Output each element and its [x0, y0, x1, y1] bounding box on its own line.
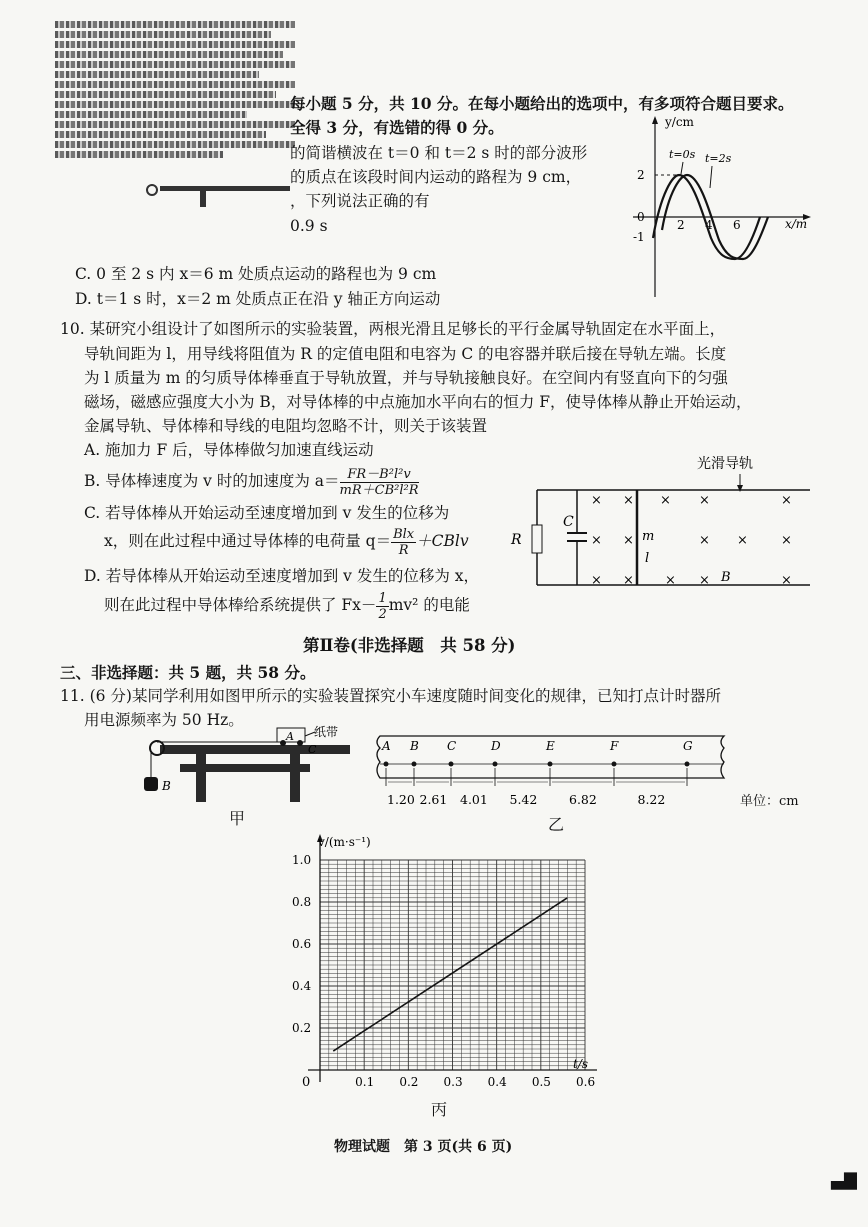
svg-text:×: × [623, 573, 634, 588]
vt-xlabel: t/s [573, 1057, 589, 1071]
tape-dot [612, 762, 617, 767]
vt-origin: 0 [302, 1075, 311, 1090]
tape-unit: 单位：cm [740, 794, 799, 809]
rod-length-label: l [645, 551, 650, 566]
tape-distance: 6.82 [569, 792, 597, 807]
vt-xtick: 0.4 [487, 1075, 507, 1089]
vt-xtick: 0.6 [576, 1075, 596, 1089]
wave-ytick-neg1: -1 [633, 230, 645, 244]
rod-mass-label: m [642, 529, 655, 544]
svg-text:×: × [665, 573, 676, 588]
tape-point-label: C [447, 739, 457, 753]
figure-bing-vt-graph [290, 830, 600, 1100]
tape-point-label: F [610, 739, 619, 753]
q10-option-d-2: 则在此过程中导体棒给系统提供了 Fx－ $\frac{1}{2}$ mv² 的电能 [104, 590, 470, 622]
vt-ytick: 0.4 [292, 979, 312, 993]
tape-dot [685, 762, 690, 767]
q9-stem-3: ，下列说法正确的有 [290, 192, 430, 210]
wave-t2-label: t=2s [705, 152, 732, 165]
weight-label: B [162, 779, 171, 793]
svg-text:×: × [591, 573, 602, 588]
cart-label: A [286, 730, 294, 743]
wave-xtick-6: 6 [733, 218, 741, 232]
figure-yi-tape [368, 732, 738, 812]
q11-stem-2: 用电源频率为 50 Hz。 [84, 711, 244, 729]
wave-ylabel: y/cm [665, 115, 694, 129]
svg-text:×: × [591, 533, 602, 548]
tape-dot [493, 762, 498, 767]
svg-text:×: × [699, 493, 710, 508]
tape-label: 纸带 [314, 725, 339, 739]
q10-stem-2: 导轨间距为 l，用导线将阻值为 R 的定值电阻和电容为 C 的电容器并联后接在导轨左端。长度 [84, 345, 727, 363]
svg-text:×: × [737, 533, 748, 548]
wave-ytick-0: 0 [637, 210, 645, 224]
rail-circuit-diagram [505, 450, 825, 595]
q10-option-c-1: C. 若导体棒从开始运动至速度增加到 v 发生的位移为 [84, 504, 450, 522]
q10-option-d-1: D. 若导体棒从开始运动至速度增加到 v 发生的位移为 x， [84, 567, 480, 585]
q9-option-d: D. t＝1 s 时，x＝2 m 处质点正在沿 y 轴正方向运动 [75, 290, 441, 308]
field-crosses [591, 493, 792, 588]
figure-jia-caption: 甲 [229, 809, 246, 828]
svg-text:×: × [660, 493, 671, 508]
q10-option-b: B. 导体棒速度为 v 时的加速度为 a＝ $\frac{\text{FR－B²l²v}}{\text{mR＋CB²l²R}}$ [84, 466, 419, 498]
vt-ytick: 0.8 [292, 895, 312, 909]
wave-xtick-2: 2 [677, 218, 685, 232]
svg-text:×: × [699, 573, 710, 588]
vt-xtick: 0.5 [531, 1075, 551, 1089]
svg-text:×: × [781, 573, 792, 588]
svg-text:×: × [781, 493, 792, 508]
svg-text:×: × [781, 533, 792, 548]
svg-text:×: × [623, 493, 634, 508]
q9-stem-1: 的简谐横波在 t＝0 和 t＝2 s 时的部分波形 [290, 144, 588, 162]
rail-label: 光滑导轨 [697, 456, 753, 472]
wave-graph [615, 112, 815, 307]
vt-xtick: 0.2 [399, 1075, 419, 1089]
q10-option-c-2: x，则在此过程中通过导体棒的电荷量 q＝ $\frac{\text{Blx}}{R}$ ＋CBlv [104, 526, 469, 558]
tape-point-label: A [382, 739, 391, 753]
svg-text:×: × [699, 533, 710, 548]
tape-point-label: E [546, 739, 555, 753]
vt-ytick: 1.0 [292, 853, 312, 867]
figure-bing-caption: 丙 [431, 1100, 448, 1119]
vt-xtick: 0.1 [355, 1075, 375, 1089]
field-label: B [721, 570, 731, 585]
wave-xlabel: x/m [785, 217, 808, 231]
part2-title: 第Ⅱ卷(非选择题 共 58 分) [303, 636, 516, 655]
tape-dot [548, 762, 553, 767]
section-3-title: 三、非选择题：共 5 题，共 58 分。 [60, 663, 316, 682]
resistor-label: R [511, 532, 522, 548]
q10-stem-1: 10. 某研究小组设计了如图所示的实验装置，两根光滑且足够长的平行金属导轨固定在水平面上， [60, 320, 726, 338]
vt-ytick: 0.2 [292, 1021, 312, 1035]
q9-option-b-fragment: 0.9 s [290, 217, 328, 235]
tape-distance: 4.01 [460, 792, 488, 807]
timer-label: C [308, 743, 317, 756]
blurred-apparatus-fragment [140, 180, 300, 210]
page-corner-mark: ▙ [831, 1172, 858, 1190]
wave-ytick-2: 2 [637, 168, 645, 182]
tape-point-label: B [410, 739, 419, 753]
q10-stem-4: 磁场，磁感应强度大小为 B，对导体棒的中点施加水平向右的恒力 F，使导体棒从静止开始运动， [84, 393, 752, 411]
blurred-scan-fragment [55, 18, 295, 188]
tape-dot [412, 762, 417, 767]
vt-xtick: 0.3 [443, 1075, 463, 1089]
vt-ytick: 0.6 [292, 937, 312, 951]
svg-text:×: × [591, 493, 602, 508]
tape-distance: 8.22 [637, 792, 666, 807]
q9-option-c: C. 0 至 2 s 内 x＝6 m 处质点运动的路程也为 9 cm [75, 265, 437, 283]
tape-distance: 2.61 [419, 792, 448, 807]
tape-distance: 5.42 [509, 792, 538, 807]
svg-text:×: × [623, 533, 634, 548]
capacitor-label: C [563, 514, 574, 530]
tape-point-label: G [683, 739, 693, 753]
wave-t0-label: t=0s [669, 148, 696, 161]
tape-dot [384, 762, 389, 767]
q9-header-2: 全得 3 分，有选错的得 0 分。 [290, 118, 504, 137]
page-footer: 物理试题 第 3 页(共 6 页) [334, 1139, 513, 1155]
wave-xtick-4: 4 [705, 218, 713, 232]
q10-option-a: A. 施加力 F 后，导体棒做匀加速直线运动 [84, 441, 374, 459]
figure-yi-caption: 乙 [548, 815, 565, 834]
tape-point-label: D [491, 739, 501, 753]
vt-ylabel: v/(m·s⁻¹) [318, 835, 371, 849]
figure-jia-apparatus [140, 722, 355, 832]
q9-header: 每小题 5 分，共 10 分。在每小题给出的选项中，有多项符合题目要求。 [290, 94, 794, 113]
q9-stem-2: 的质点在该段时间内运动的路程为 9 cm， [290, 168, 582, 186]
tape-dot [449, 762, 454, 767]
q10-stem-3: 为 l 质量为 m 的匀质导体棒垂直于导轨放置，并与导轨接触良好。在空间内有竖直向下的匀强 [84, 369, 728, 387]
tape-distance: 1.20 [387, 792, 415, 807]
q10-stem-5: 金属导轨、导体棒和导线的电阻均忽略不计，则关于该装置 [84, 417, 488, 435]
q11-stem-1: 11. (6 分)某同学利用如图甲所示的实验装置探究小车速度随时间变化的规律，已知打点计时器所 [60, 687, 721, 705]
